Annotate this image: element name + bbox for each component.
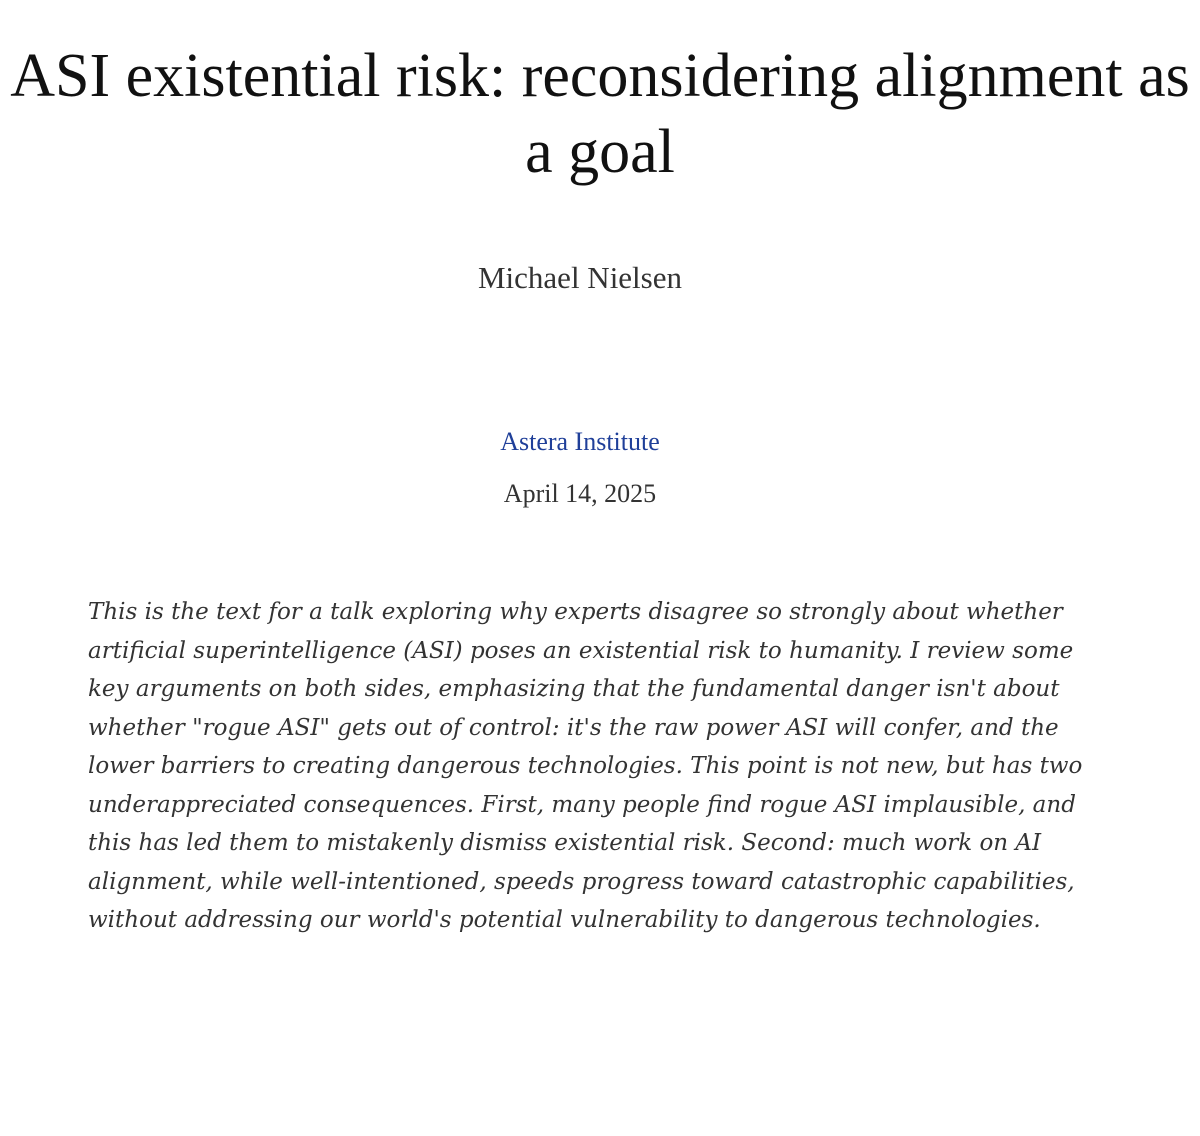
affiliation-link[interactable]: Astera Institute	[500, 427, 660, 456]
author-name: Michael Nielsen	[477, 260, 682, 295]
publication-date: April 14, 2025	[503, 479, 657, 508]
page-title: ASI existential risk: reconsidering alignment as a goal	[10, 42, 1190, 186]
abstract-text: This is the text for a talk exploring why experts disagree so strongly about whether artificial superintelligence (ASI) poses an existential risk to humanity. I review some key arguments on both sides, emphasizing that the fundamental danger isn't about whether "rogue ASI" gets out of control: it's the raw power ASI will confer, and the lower barriers to creating dangerous technologies. This point is not new, but has two underappreciated consequences. First, many people find rogue ASI implausible, and this has led them to mistakenly dismiss existential risk. Second: much work on AI alignment, while well-intentioned, speeds progress toward catastrophic capabilities, without addressing our world's potential vulnerability to dangerous technologies.	[88, 599, 1083, 933]
